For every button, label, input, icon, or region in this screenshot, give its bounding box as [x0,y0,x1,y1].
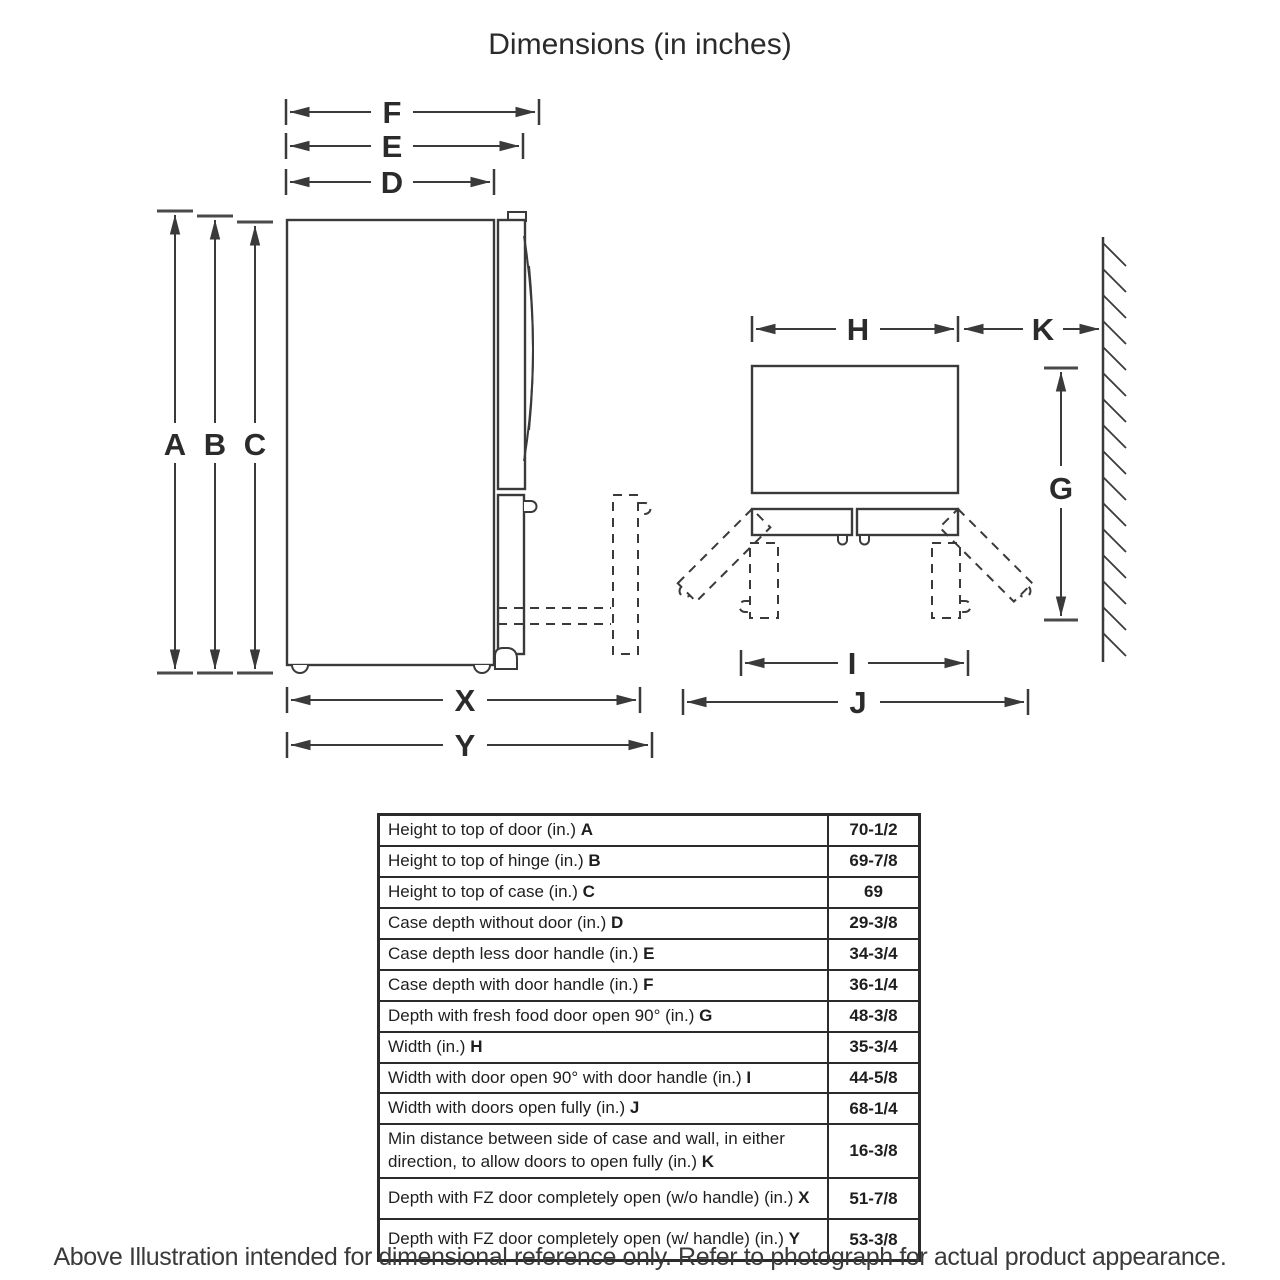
dimension-label: Depth with fresh food door open 90° (in.) G [379,1001,829,1032]
dim-label-J: J [849,685,867,720]
dimension-letter: B [588,850,601,870]
base-grille-foot [495,648,517,669]
dim-label-X: X [454,683,476,718]
dim-label-F: F [382,95,402,130]
dim-label-E: E [381,129,403,164]
dimension-label: Depth with FZ door completely open (w/o handle) (in.) X [379,1178,829,1219]
dimension-letter: F [643,974,654,994]
wall [1103,237,1126,662]
dim-label-G: G [1048,471,1074,506]
dimension-letter: C [582,881,595,901]
dimension-label: Height to top of door (in.) A [379,815,829,846]
dimension-value: 70-1/2 [828,815,920,846]
right-door-open-90-dashed [932,543,971,618]
table-row [379,970,920,1001]
dim-label-A: A [163,427,187,462]
dimension-value: 69 [828,877,920,908]
dimension-value: 35-3/4 [828,1032,920,1063]
dim-label-Y: Y [454,728,476,763]
dimension-label: Depth with FZ door completely open (w/ handle) (in.) Y [379,1219,829,1260]
side-view [157,93,652,764]
table-row [379,877,920,908]
dim-label-D: D [380,165,404,200]
dimension-value: 36-1/4 [828,970,920,1001]
freezer-door-side [498,495,524,654]
dimension-letter: E [643,943,655,963]
table-row [379,1093,920,1124]
dimension-label: Height to top of hinge (in.) B [379,846,829,877]
dimension-label: Min distance between side of case and wall, in either direction, to allow doors to open fully (in.) K [379,1124,829,1178]
table-row [379,1032,920,1063]
dimension-value: 48-3/8 [828,1001,920,1032]
dimension-value: 69-7/8 [828,846,920,877]
dimension-value: 29-3/8 [828,908,920,939]
dimension-value: 34-3/4 [828,939,920,970]
right-door-handle-top [860,536,869,545]
dimension-letter: Y [788,1229,800,1249]
top-view [674,237,1126,720]
table-row [379,939,920,970]
dimensions-table-body [379,815,920,1261]
dimensions-table [377,813,921,1262]
dimension-value: 44-5/8 [828,1063,920,1094]
dimension-letter: H [470,1036,483,1056]
dimension-label: Case depth without door (in.) D [379,908,829,939]
fresh-food-door-side [498,220,525,489]
table-row [379,1063,920,1094]
dimension-label: Case depth with door handle (in.) F [379,970,829,1001]
dimension-letter: D [611,912,624,932]
dim-label-K: K [1031,312,1055,347]
dimension-letter: I [746,1067,752,1087]
dim-label-H: H [846,312,870,347]
dimension-letter: K [701,1152,714,1172]
wall-hatching [1103,243,1126,656]
table-row [379,1178,920,1219]
dimension-value: 16-3/8 [828,1124,920,1178]
freezer-handle-side [524,501,537,512]
page-title: Dimensions (in inches) [488,28,792,61]
dimension-letter: G [699,1005,713,1025]
table-row [379,846,920,877]
table-row [379,1124,920,1178]
dimension-letter: A [580,820,594,839]
dimension-value: 51-7/8 [828,1178,920,1219]
table-row [379,815,920,846]
table-row [379,1001,920,1032]
dim-label-I: I [847,646,857,681]
fridge-case-top [752,366,958,493]
left-door-handle-top [838,536,847,545]
dimension-label: Height to top of case (in.) C [379,877,829,908]
dimension-letter: X [798,1188,810,1208]
dimension-label: Width (in.) H [379,1032,829,1063]
rear-wheel [292,665,308,673]
dim-label-C: C [243,427,267,462]
fridge-case-side [287,220,494,665]
dimension-value: 68-1/4 [828,1093,920,1124]
left-door-open-90-dashed [740,543,779,618]
table-row [379,908,920,939]
dimension-label: Width with door open 90° with door handle (in.) I [379,1063,829,1094]
footer-note: Above Illustration intended for dimensional reference only. Refer to photograph for actual product appearance. [53,1243,1227,1271]
dimension-value: 53-3/8 [828,1219,920,1260]
dimension-label: Width with doors open fully (in.) J [379,1093,829,1124]
front-wheel [474,665,490,673]
dim-label-B: B [203,427,227,462]
dimension-label: Case depth less door handle (in.) E [379,939,829,970]
dimension-letter: J [629,1098,640,1118]
